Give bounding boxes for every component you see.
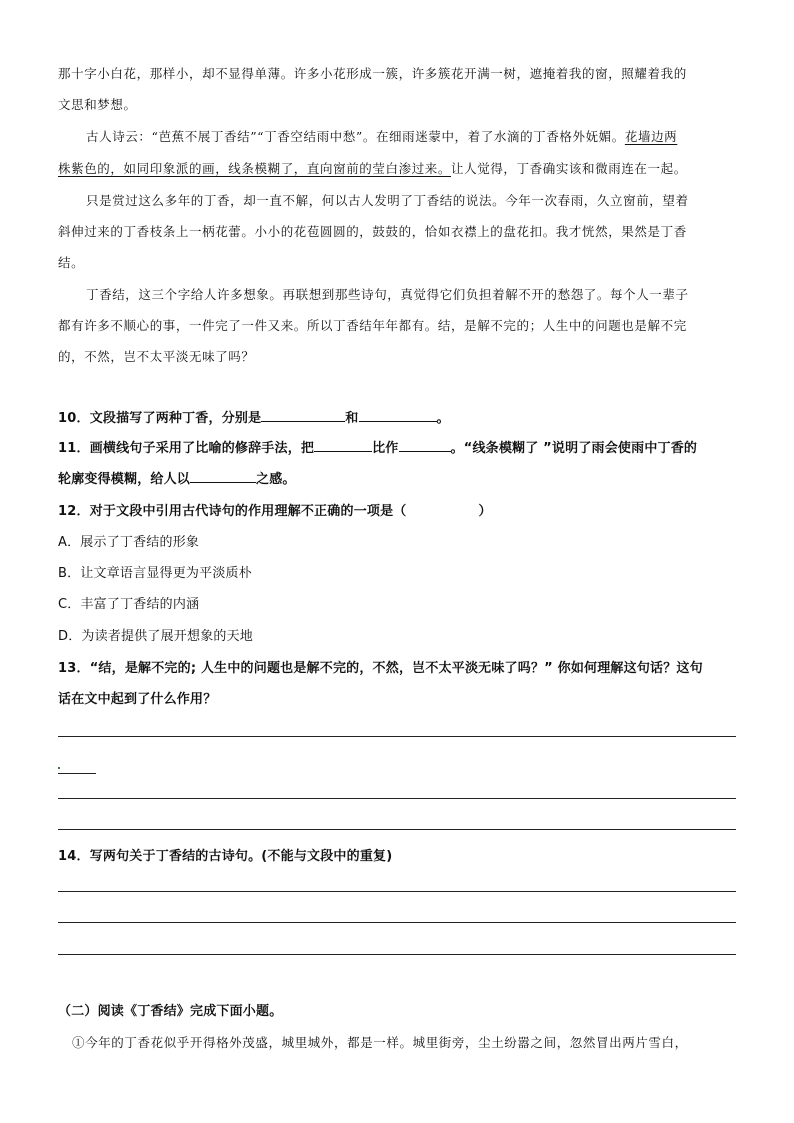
passage-line: 文思和梦想。 xyxy=(58,97,137,112)
underlined-sentence: 花墙边两 xyxy=(624,129,678,144)
passage-line: 那十字小白花，那样小，却不显得单薄。许多小花形成一簇，许多簇花开满一树，遮掩着我的窗，照耀着我的 xyxy=(58,66,687,81)
answer-blank[interactable] xyxy=(190,468,256,483)
answer-line-short[interactable] xyxy=(58,773,96,774)
question-text: 和 xyxy=(345,411,359,426)
answer-line[interactable] xyxy=(58,954,736,955)
answer-line[interactable] xyxy=(58,891,736,892)
answer-line[interactable] xyxy=(58,736,736,737)
answer-blank[interactable] xyxy=(359,407,437,422)
passage-line: 的，不然，岂不太平淡无味了吗？ xyxy=(58,349,255,364)
option-b[interactable]: B．让文章语言显得更为平淡质朴 xyxy=(58,566,252,581)
passage-line: 丁香结，这三个字给人许多想象。再联想到那些诗句，真觉得它们负担着解不开的愁怨了。每个人一辈子 xyxy=(86,287,689,302)
option-d[interactable]: D．为读者提供了展开想象的天地 xyxy=(58,629,254,644)
answer-line[interactable] xyxy=(58,829,736,830)
question-text: ） xyxy=(478,504,492,519)
question-13-line-2: 话在文中起到了什么作用？ xyxy=(58,692,217,707)
passage-paragraph-2-line-1 xyxy=(86,121,738,152)
question-text: 之感。 xyxy=(256,472,296,487)
dot-mark xyxy=(58,767,60,769)
passage-paragraph-2-line-2 xyxy=(58,153,738,184)
passage-text: 古人诗云：“芭蕉不展丁香结”“丁香空结雨中愁”。在细雨迷蒙中，着了水滴的丁香格外妩媚。 xyxy=(86,129,625,144)
question-text: 比作 xyxy=(372,441,399,456)
passage-line: 都有许多不顺心的事，一件完了一件又来。所以丁香结年年都有。结，是解不完的；人生中的问题也是解不完 xyxy=(58,318,687,333)
answer-blank[interactable] xyxy=(314,437,372,452)
option-a[interactable]: A．展示了丁香结的形象 xyxy=(58,535,200,550)
question-text: 12．对于文段中引用古代诗句的作用理解不正确的一项是（ xyxy=(58,504,407,519)
question-10 xyxy=(58,403,738,434)
question-text: 11．画横线句子采用了比喻的修辞手法，把 xyxy=(58,441,315,456)
question-11 xyxy=(58,433,738,464)
question-13-line-1: 13．“结，是解不完的; 人生中的问题也是解不完的，不然，岂不太平淡无味了吗？” 你如何理解这句话？这句 xyxy=(58,661,703,676)
answer-blank[interactable] xyxy=(399,437,451,452)
section-heading: （二）阅读《丁香结》完成下面小题。 xyxy=(58,1004,283,1019)
question-text: 。 xyxy=(436,411,450,426)
underlined-sentence: 株紫色的，如同印象派的画，线条模糊了，直向窗前的莹白渗过来。 xyxy=(58,161,452,176)
passage-line: 斜伸过来的丁香枝条上一柄花蕾。小小的花苞圆圆的，鼓鼓的，恰如衣襟上的盘花扣。我才恍然，果然是丁香 xyxy=(58,224,687,239)
question-14: 14．写两句关于丁香结的古诗句。(不能与文段中的重复) xyxy=(58,849,393,864)
question-text: 轮廓变得模糊，给人以 xyxy=(58,472,191,487)
question-12 xyxy=(58,496,738,527)
question-11-line-2 xyxy=(58,464,738,495)
answer-line[interactable] xyxy=(58,798,736,799)
question-text: 10．文段描写了两种丁香，分别是 xyxy=(58,411,262,426)
option-c[interactable]: C．丰富了丁香结的内涵 xyxy=(58,597,200,612)
answer-blank[interactable] xyxy=(261,407,345,422)
answer-line[interactable] xyxy=(58,922,736,923)
question-text: 。“线条模糊了 ”说明了雨会使雨中丁香的 xyxy=(450,441,698,456)
passage-line: 结。 xyxy=(58,255,85,270)
passage-line: 只是赏过这么多年的丁香，却一直不解，何以古人发明了丁香结的说法。今年一次春雨，久立窗前，望着 xyxy=(86,193,689,208)
section-paragraph: ①今年的丁香花似乎开得格外茂盛，城里城外，都是一样。城里街旁，尘土纷嚣之间，忽然冒出两片雪白， xyxy=(72,1035,688,1050)
passage-text: 让人觉得，丁香确实该和微雨连在一起。 xyxy=(451,161,687,176)
